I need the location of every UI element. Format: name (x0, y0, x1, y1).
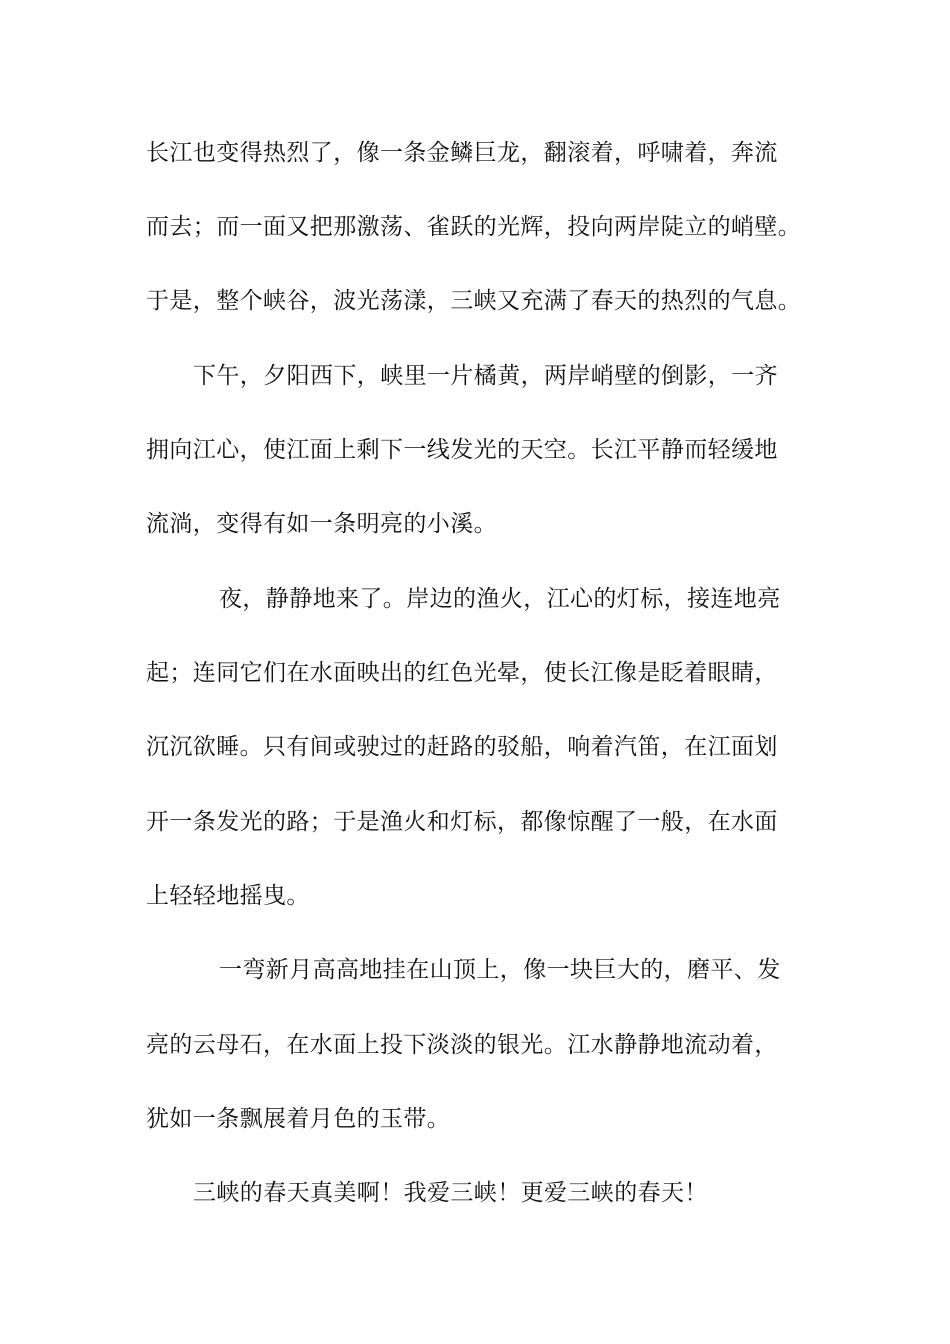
text-line: 上轻轻地摇曳。 (146, 883, 310, 909)
text-line: 一弯新月高高地挂在山顶上，像一块巨大的，磨平、发 (219, 957, 781, 983)
text-line: 流淌，变得有如一条明亮的小溪。 (146, 511, 497, 537)
text-line: 开一条发光的路；于是渔火和灯标，都像惊醒了一般，在水面 (146, 809, 778, 835)
text-line: 下午，夕阳西下，峡里一片橘黄，两岸峭壁的倒影，一齐 (193, 363, 778, 389)
text-line: 三峡的春天真美啊！我爱三峡！更爱三峡的春天！ (193, 1180, 708, 1206)
text-line: 长江也变得热烈了，像一条金鳞巨龙，翻滚着，呼啸着，奔流 (146, 140, 778, 166)
text-line: 沉沉欲睡。只有间或驶过的赶路的驳船，响着汽笛，在江面划 (146, 734, 778, 760)
text-line: 而去；而一面又把那激荡、雀跃的光辉，投向两岸陡立的峭壁。 (146, 214, 802, 240)
text-line: 亮的云母石，在水面上投下淡淡的银光。江水静静地流动着， (146, 1032, 778, 1058)
text-line: 拥向江心，使江面上剩下一线发光的天空。长江平静而轻缓地 (146, 437, 778, 463)
text-line: 犹如一条飘展着月色的玉带。 (146, 1106, 451, 1132)
text-line: 起；连同它们在水面映出的红色光晕，使长江像是眨着眼睛， (146, 660, 778, 686)
text-line: 于是，整个峡谷，波光荡漾，三峡又充满了春天的热烈的气息。 (146, 288, 802, 314)
text-line: 夜，静静地来了。岸边的渔火，江心的灯标，接连地亮 (219, 586, 781, 612)
